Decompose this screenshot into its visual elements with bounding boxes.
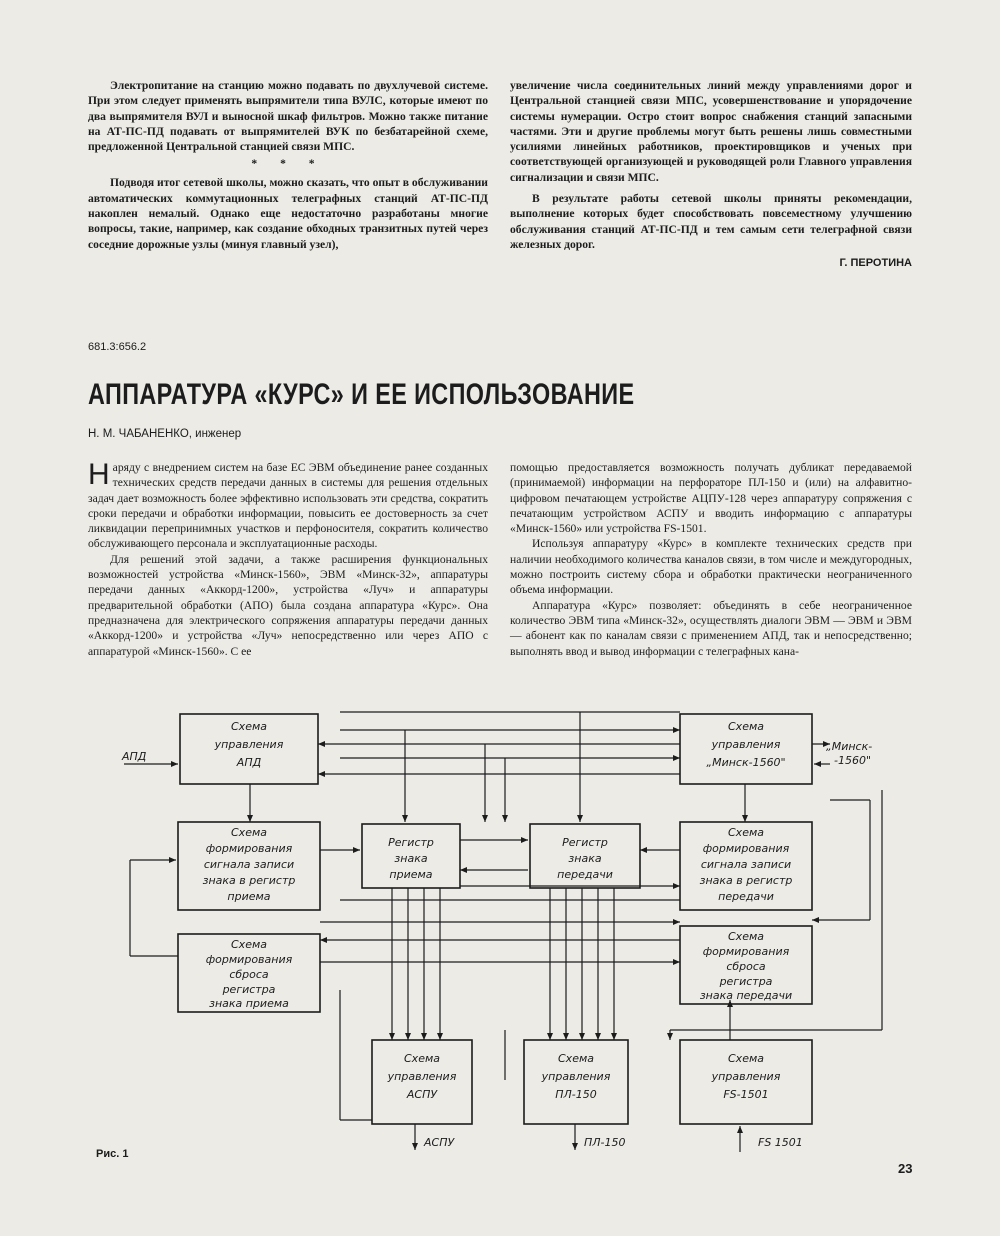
box-line: управления [711,738,781,751]
box-line: Схема [728,720,764,733]
box-aspu-control [372,1040,472,1124]
paragraph: Подводя итог сетевой школы, можно сказать, что опыт в обслуживании автоматических коммутационных телеграфных станций АТ-ПС-ПД накоплен немалый. Однако еще недостаточно разработаны многие вопросы, такие, например, как создание обходных транзитных путей через соседние дорожные узлы (минуя главный узел), [88,176,488,251]
paragraph: Электропитание на станцию можно подавать по двухлучевой системе. При этом следует применять выпрямители типа ВУЛС, которые имеют по два выпрямителя ВУЛ и выносной шкаф фильтров. Можно также питание на АТ-ПС-ПД подавать от выпрямителей ВУК по безбатарейной схеме, предложенной Центральной станцией связи МПС. [88,79,488,154]
box-line: АПД [236,756,262,769]
box-line: Схема [231,826,267,839]
previous-article-right-column [510,78,912,272]
box-tx-reset [680,926,812,1004]
article-author: Н. М. ЧАБАНЕНКО, инженер [88,428,242,440]
box-line: знака передачи [699,989,793,1002]
box-rx-reset [178,934,320,1012]
paragraph: помощью предоставляется возможность получать дубликат передаваемой (принимаемой) информации на перфораторе ПЛ-150 и (или) на алфавитно-цифровом печатающем устройстве АЦПУ-128 через аппаратуру сопряжения с печатающим устройством АСПУ и вводить информацию с аппаратуры «Минск-1560» или устройства FS-1501. [510,461,912,536]
box-line: „Минск-1560" [706,756,786,769]
box-line: управления [711,1070,781,1083]
box-line: формирования [702,842,790,855]
drop-cap: Н [88,458,110,491]
paragraph [88,460,488,552]
box-line: управления [214,738,284,751]
box-line: знака [394,852,428,865]
box-line: АСПУ [406,1088,438,1101]
box-line: сигнала записи [700,858,792,871]
box-line: передачи [718,890,774,903]
box-line: Схема [558,1052,594,1065]
box-line: Схема [728,1052,764,1065]
box-line: управления [541,1070,611,1083]
label-pl150: ПЛ-150 [584,1136,626,1149]
paragraph: Для решений этой задачи, а также расширения функциональных возможностей устройства «Минск-1560», ЭВМ «Минск-32», аппаратуры передачи данных «Аккорд-1200», устройства «Луч» и аппаратуры предварительной обработки (АПО) была создана аппаратура «Курс». Она предназначена для электрического сопряжения аппаратуры передачи данных «Аккорд-1200» и устройства «Луч» непосредственно или через АПО с аппаратурой «Минск-1560». С ее [88,552,488,658]
box-apd-control [180,714,318,784]
label-minsk: „Минск- [826,740,873,753]
box-line: сигнала записи [203,858,295,871]
article-title: АППАРАТУРА «КУРС» И ЕЕ ИСПОЛЬЗОВАНИЕ [88,378,635,411]
paragraph: Используя аппаратуру «Курс» в комплекте технических средств при наличии необходимого количества каналов связи, в том числе и междугородных, можно построить систему сбора и обработки практически неограниченного объема информации. [510,537,912,597]
box-line: приема [227,890,271,903]
box-line: Схема [231,938,267,951]
box-tx-register [530,824,640,888]
box-line: передачи [557,868,613,881]
box-line: сброса [726,960,766,973]
box-line: формирования [205,953,293,966]
box-line: Схема [231,720,267,733]
box-line: Регистр [562,836,608,849]
box-line: Схема [728,930,764,943]
author-signature: Г. ПЕРОТИНА [839,257,912,270]
box-line: FS-1501 [723,1088,769,1101]
box-line: знака в регистр [202,874,296,887]
box-line: Регистр [388,836,434,849]
box-line: Схема [404,1052,440,1065]
box-line: регистра [719,975,773,988]
page-number: 23 [898,1161,913,1176]
box-line: знака [568,852,602,865]
box-line: приема [389,868,433,881]
box-fs1501-control [680,1040,812,1124]
article-left-column [88,460,488,659]
label-fs1501: FS 1501 [758,1136,803,1149]
label-minsk: -1560" [834,754,872,767]
box-rx-register [362,824,460,888]
label-aspu: АСПУ [424,1136,455,1149]
box-rx-write-signal [178,822,320,910]
udc-code: 681.3:656.2 [88,341,147,353]
box-line: сброса [229,968,269,981]
box-pl150-control [524,1040,628,1124]
block-diagram [110,700,910,1160]
previous-article-left-column [88,78,488,252]
section-separator: * * * [251,157,325,171]
label-apd: АПД [122,750,147,763]
figure-caption: Рис. 1 [96,1148,129,1160]
paragraph: увеличение числа соединительных линий между управлениями дорог и Центральной станцией связи МПС, усовершенствование и упорядочение системы нумерации. Остро стоит вопрос снабжения станций запасными частями. Эти и другие проблемы могут быть решены лишь совместными усилиями линейных работников, проектировщиков и ученых при соответствующей организующей и руководящей роли Главного управления сигнализации и связи МПС. [510,79,912,184]
box-line: ПЛ-150 [555,1088,597,1101]
paragraph-text: аряду с внедрением систем на базе ЕС ЭВМ объединение ранее созданных технических средств передачи данных в системы для решения отдельных задач дает возможность более эффективно использовать эти средства, сократить сроки передачи и обработки информации, повысить ее достоверность за счет ликвидации перепринимных участков и перфоносителя, сократить количество обслуживающего персонала и эксплуатационные расходы. [88,461,488,551]
box-minsk-control [680,714,812,784]
paragraph: В результате работы сетевой школы приняты рекомендации, выполнение которых будет способствовать повсеместному улучшению обслуживания станций АТ-ПС-ПД и тем самым сети телеграфной связи железных дорог. [510,192,912,251]
box-tx-write-signal [680,822,812,910]
box-line: знака в регистр [699,874,793,887]
box-line: знака приема [209,997,289,1010]
box-line: формирования [702,945,790,958]
box-line: регистра [222,983,276,996]
paragraph: Аппаратура «Курс» позволяет: объединять в себе неограниченное количество ЭВМ типа «Минск-32», осуществлять диалоги ЭВМ — ЭВМ и ЭВМ — абонент как по каналам связи с применением АПД, так и непосредственно; выполнять ввод и вывод информации с телеграфных кана- [510,598,912,658]
box-line: формирования [205,842,293,855]
box-line: управления [387,1070,457,1083]
connection-lines [124,712,882,1152]
article-right-column [510,460,912,659]
box-line: Схема [728,826,764,839]
